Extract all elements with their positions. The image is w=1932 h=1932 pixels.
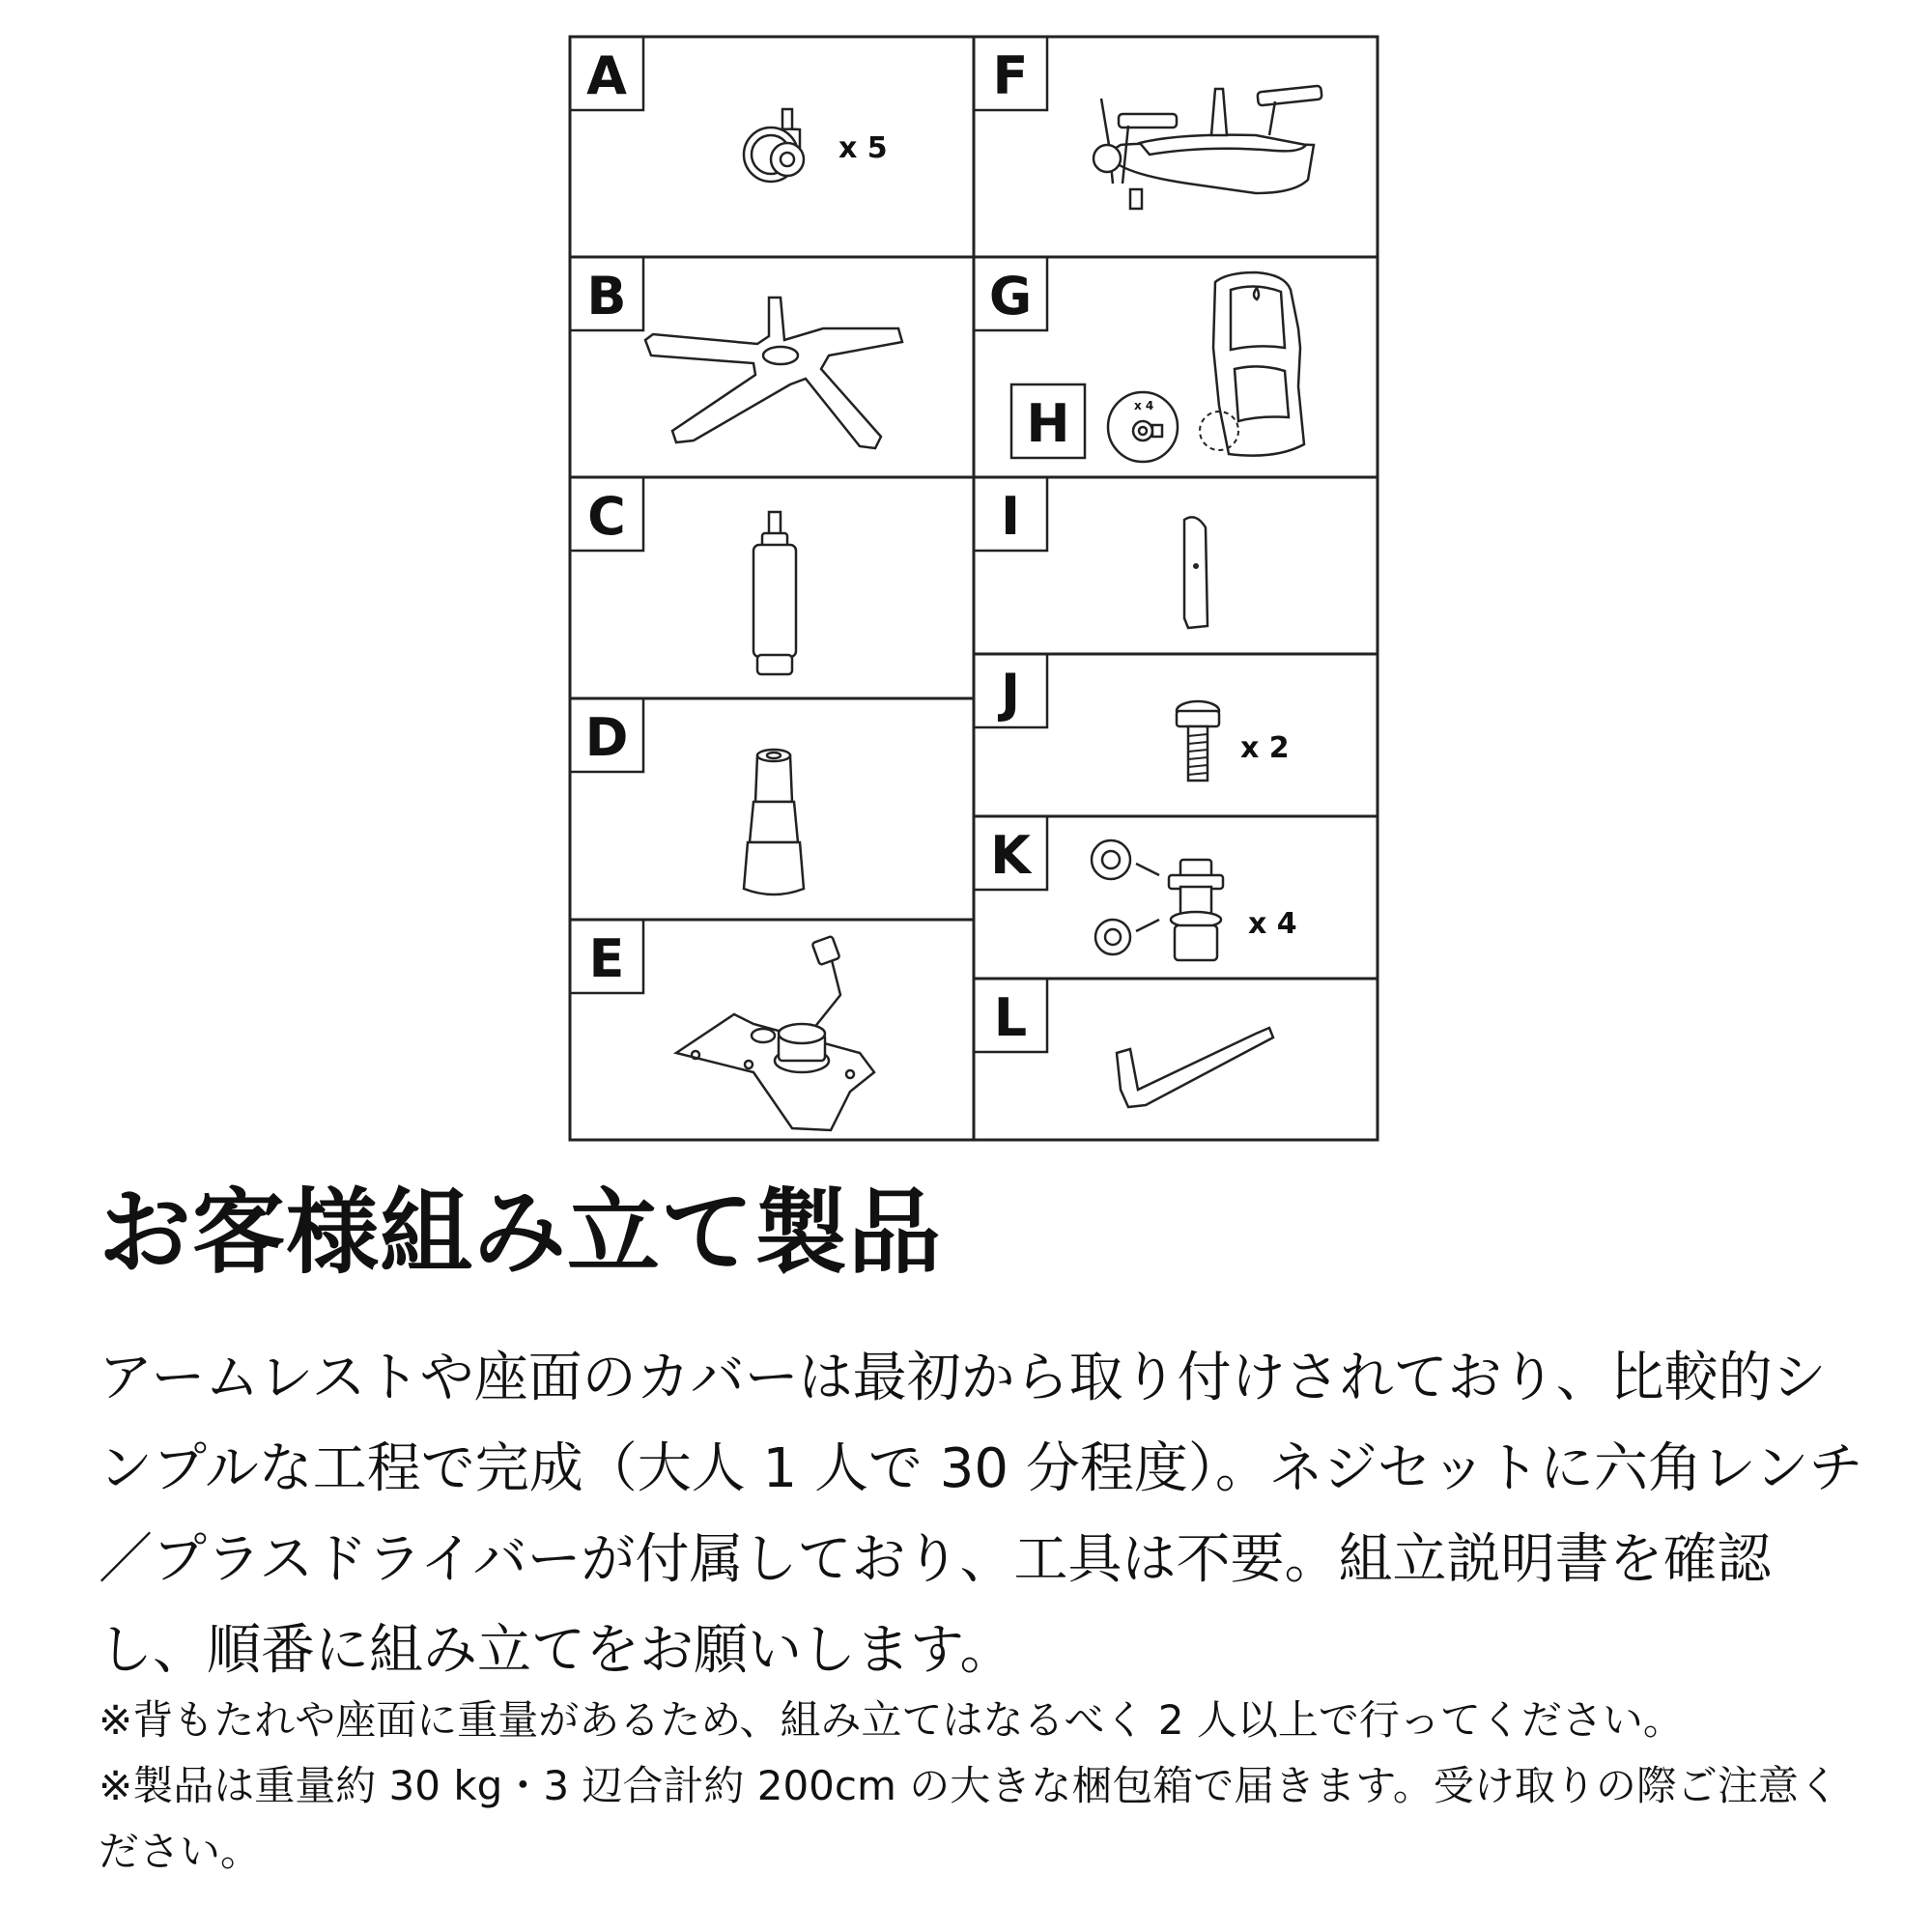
screw-icon [1177, 701, 1219, 781]
right-grid-dividers [974, 257, 1378, 979]
label-b: B [586, 266, 627, 327]
backrest-icon [1200, 272, 1304, 456]
quantity-j: x 2 [1240, 731, 1290, 765]
label-box-f [974, 37, 1047, 110]
label-box-a [570, 37, 643, 110]
label-box-h [1011, 384, 1085, 458]
label-box-j [974, 654, 1047, 727]
note-item: ※背もたれや座面に重量があるため、組み立てはなるべく 2 人以上で行ってください。 [99, 1696, 1684, 1744]
label-i: I [1000, 486, 1021, 547]
label-f: F [992, 45, 1029, 106]
label-l: L [993, 987, 1028, 1048]
label-box-d [570, 698, 643, 772]
seat-with-armrests-icon [1094, 86, 1322, 209]
label-box-k [974, 816, 1047, 890]
washer-bolt-set-icon [1092, 840, 1223, 960]
product-description: アームレストや座面のカバーは最初から取り付けされており、比較的シンプルな工程で完成（大人 1 人で 30 分程度）。ネジセットに六角レンチ／プラスドライバーが付属しており、工具は不要。組立説明書を確認し、順番に組み立てをお願いします。 [99, 1347, 1863, 1682]
label-box-e [570, 920, 643, 993]
cover-piece-icon [1184, 517, 1208, 628]
label-box-i [974, 477, 1047, 551]
label-h: H [1026, 393, 1070, 454]
label-j: J [1000, 663, 1021, 724]
label-e: E [588, 928, 625, 989]
label-c: C [587, 486, 626, 547]
quantity-k: x 4 [1248, 907, 1297, 941]
quantity-h: x 4 [1134, 399, 1154, 412]
label-box-g [974, 257, 1047, 330]
page-title: お客様組み立て製品 [99, 1179, 942, 1287]
label-a: A [586, 45, 627, 106]
label-d: D [584, 707, 629, 768]
label-box-c [570, 477, 643, 551]
cylinder-cover-icon [744, 750, 804, 895]
quantity-a: x 5 [838, 131, 888, 165]
hex-key-icon [1117, 1028, 1273, 1107]
tilt-mechanism-icon [676, 936, 874, 1130]
label-g: G [988, 266, 1033, 327]
note-item: ※製品は重量約 30 kg・3 辺合計約 200cm の大きな梱包箱で届きます。受け取りの際ご注意ください。 [99, 1762, 1839, 1875]
label-k: K [990, 825, 1031, 886]
star-base-icon [645, 298, 902, 448]
gas-lift-icon [753, 512, 796, 674]
notes [99, 1688, 1866, 1885]
label-box-l [974, 979, 1047, 1052]
caster-wheel-icon [744, 109, 804, 182]
label-box-b [570, 257, 643, 330]
